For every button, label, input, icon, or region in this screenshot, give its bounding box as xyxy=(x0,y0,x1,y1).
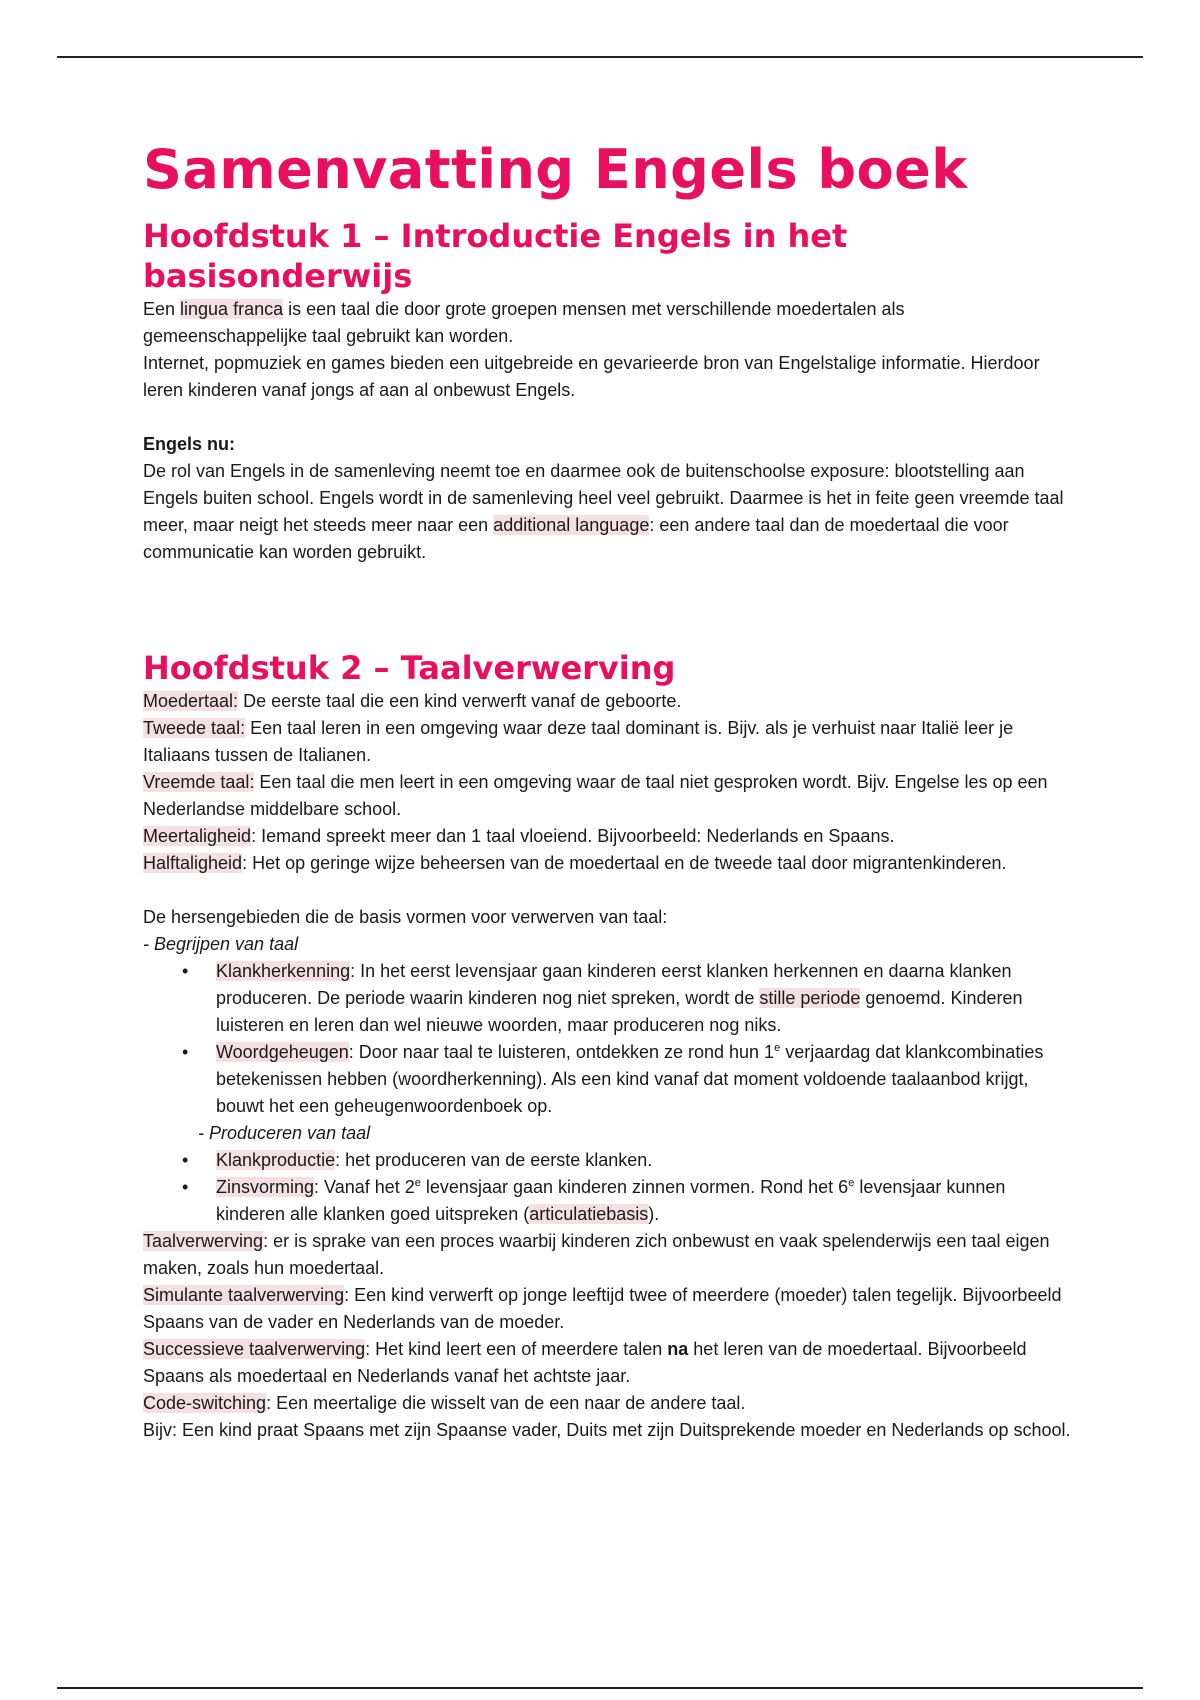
produceren-list xyxy=(143,1147,1073,1228)
definition-vreemde-taal: Vreemde taal: Een taal die men leert in een omgeving waar de taal niet gesproken wordt. Bijv. Engelse les op een Nederlandse middelbare school. xyxy=(143,772,1048,819)
begrijpen-list xyxy=(143,958,1073,1120)
definition-halftaligheid: Halftaligheid: Het op geringe wijze beheersen van de moedertaal en de tweede taal door migrantenkinderen. xyxy=(143,853,1007,873)
lingua-franca-paragraph: Een lingua franca is een taal die door grote groepen mensen met verschillende moedertalen als gemeenschappelijke taal gebruikt kan worden. xyxy=(143,299,905,346)
document-page xyxy=(143,138,1073,1444)
header-rule xyxy=(57,56,1143,58)
code-switching-example: Bijv: Een kind praat Spaans met zijn Spaanse vader, Duits met zijn Duitsprekende moeder en Nederlands op school. xyxy=(143,1420,1071,1440)
definition-successieve: Successieve taalverwerving: Het kind leert een of meerdere talen na het leren van de moedertaal. Bijvoorbeeld Spaans als moedertaal en Nederlands vanaf het achtste jaar. xyxy=(143,1339,1027,1386)
definition-meertaligheid: Meertaligheid: Iemand spreekt meer dan 1 taal vloeiend. Bijvoorbeeld: Nederlands en Spaans. xyxy=(143,826,895,846)
produceren-label: - Produceren van taal xyxy=(198,1123,371,1143)
definition-simulante: Simulante taalverwerving: Een kind verwerft op jonge leeftijd twee of meerdere (moeder) talen tegelijk. Bijvoorbeeld Spaans van de vader en Nederlands van de moeder. xyxy=(143,1285,1062,1332)
list-item-woordgeheugen: • Woordgeheugen: Door naar taal te luisteren, ontdekken ze rond hun 1e verjaardag dat klankcombinaties betekenissen hebben (woordherkenning). Als een kind vanaf dat moment voldoende taalaanbod krijgt, bouwt het een geheugenwoordenboek op. xyxy=(216,1039,1073,1120)
list-item-klankherkenning: • Klankherkenning: In het eerst levensjaar gaan kinderen eerst klanken herkennen en daarna klanken produceren. De periode waarin kinderen nog niet spreken, wordt de stille periode genoemd. Kinderen luisteren en leren dan wel nieuwe woorden, maar produceren nog niks. xyxy=(216,958,1073,1039)
document-title: Samenvatting Engels boek xyxy=(143,138,968,201)
chapter-1-heading: Hoofdstuk 1 – Introductie Engels in het basisonderwijs xyxy=(143,217,848,295)
list-item-klankproductie: • Klankproductie: het produceren van de eerste klanken. xyxy=(216,1147,1073,1174)
internet-paragraph: Internet, popmuziek en games bieden een uitgebreide en gevarieerde bron van Engelstalige informatie. Hierdoor leren kinderen vanaf jongs af aan al onbewust Engels. xyxy=(143,353,1040,400)
engels-nu-subheading: Engels nu: xyxy=(143,434,236,454)
engels-nu-paragraph: De rol van Engels in de samenleving neemt toe en daarmee ook de buitenschoolse exposure: blootstelling aan Engels buiten school. Engels wordt in de samenleving heel veel gebruikt. Daarmee is het in feite geen vreemde taal meer, maar neigt het steeds meer naar een additional language: een andere taal dan de moedertaal die voor communicatie kan worden gebruikt. xyxy=(143,461,1064,562)
term-lingua-franca: lingua franca xyxy=(180,299,284,319)
brain-areas-intro: De hersengebieden die de basis vormen voor verwerven van taal: xyxy=(143,907,668,927)
list-item-zinsvorming: • Zinsvorming: Vanaf het 2e levensjaar gaan kinderen zinnen vormen. Rond het 6e levensjaar kunnen kinderen alle klanken goed uitspreken (articulatiebasis). xyxy=(216,1174,1073,1228)
chapter-2-heading: Hoofdstuk 2 – Taalverwerving xyxy=(143,649,676,687)
term-additional-language: additional language xyxy=(493,515,650,535)
definition-code-switching: Code-switching: Een meertalige die wisselt van de een naar de andere taal. xyxy=(143,1393,746,1413)
definition-tweede-taal: Tweede taal: Een taal leren in een omgeving waar deze taal dominant is. Bijv. als je verhuist naar Italië leer je Italiaans tussen de Italianen. xyxy=(143,718,1014,765)
footer-rule xyxy=(57,1687,1143,1689)
begrijpen-label: - Begrijpen van taal xyxy=(143,934,299,954)
definition-taalverwerving: Taalverwerving: er is sprake van een proces waarbij kinderen zich onbewust en vaak spelenderwijs een taal eigen maken, zoals hun moedertaal. xyxy=(143,1231,1050,1278)
definition-moedertaal: Moedertaal: De eerste taal die een kind verwerft vanaf de geboorte. xyxy=(143,691,682,711)
